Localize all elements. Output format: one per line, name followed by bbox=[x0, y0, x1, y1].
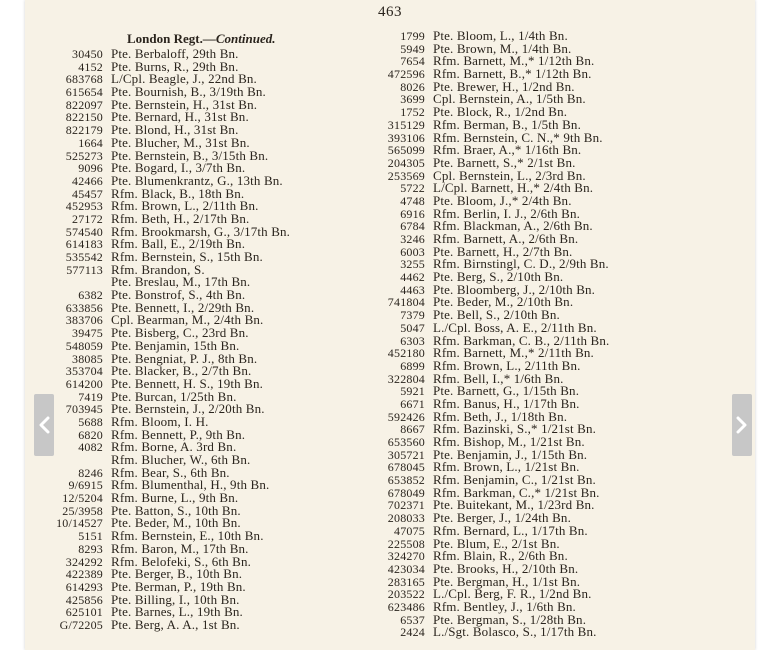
soldier-name: Rfm. Blackman, A., 2/6th Bn. bbox=[433, 218, 593, 234]
service-number: 6671 bbox=[400, 396, 425, 411]
soldier-name: Rfm. Blain, R., 2/6th Bn. bbox=[433, 548, 568, 564]
soldier-name: Pte. Bournish, B., 3/19th Bn. bbox=[111, 84, 266, 100]
service-number: 8293 bbox=[78, 541, 103, 556]
service-number: 678049 bbox=[387, 485, 425, 500]
service-number: 653560 bbox=[387, 435, 425, 449]
soldier-name: Pte. Brooks, H., 2/10th Bn. bbox=[433, 560, 579, 576]
soldier-name: Pte. Burns, R., 29th Bn. bbox=[111, 58, 239, 74]
soldier-name: Pte. Burcan, 1/25th Bn. bbox=[111, 388, 237, 404]
soldier-name: Pte. Barnett, H., 2/7th Bn. bbox=[433, 243, 573, 259]
heading-regiment: London Regt. bbox=[127, 31, 203, 46]
soldier-name: Pte. Barnett, G., 1/15th Bn. bbox=[433, 383, 580, 399]
service-number: 615654 bbox=[65, 85, 103, 100]
service-number: 702371 bbox=[387, 498, 425, 513]
soldier-name: Rfm. Benjamin, C., 1/21st Bn. bbox=[433, 472, 596, 488]
soldier-name: L./Sgt. Bolasco, S., 1/17th Bn. bbox=[433, 624, 597, 640]
service-number: 577113 bbox=[66, 262, 103, 277]
soldier-name: Rfm. Bell, I.,* 1/6th Bn. bbox=[433, 370, 564, 386]
page-number: 463 bbox=[378, 4, 402, 20]
right-entry-list bbox=[380, 30, 755, 639]
soldier-name: Pte. Bernstein, J., 2/20th Bn. bbox=[111, 401, 265, 417]
soldier-name: Rfm. Birnstingl, C. D., 2/9th Bn. bbox=[433, 256, 609, 272]
soldier-name: Rfm. Barnett, M.,* 2/11th Bn. bbox=[433, 345, 594, 361]
soldier-name: Rfm. Bernstein, C. N.,* 9th Bn. bbox=[433, 129, 603, 145]
soldier-name: Rfm. Berman, B., 1/5th Bn. bbox=[433, 116, 581, 132]
service-number: 45457 bbox=[72, 186, 103, 201]
service-number: G/72205 bbox=[59, 617, 103, 632]
soldier-name: Pte. Billing, I., 10th Bn. bbox=[111, 591, 240, 607]
service-number: 425856 bbox=[65, 592, 103, 607]
previous-page-button[interactable] bbox=[34, 394, 54, 456]
service-number: 822097 bbox=[65, 97, 103, 112]
soldier-name: Pte. Bogard, I., 3/7th Bn. bbox=[111, 160, 246, 176]
soldier-name: Pte. Bell, S., 2/10th Bn. bbox=[433, 307, 560, 323]
soldier-name: Rfm. Belofeki, S., 6th Bn. bbox=[111, 553, 252, 569]
service-number: 9096 bbox=[78, 161, 103, 176]
soldier-name: Rfm. Burne, L., 9th Bn. bbox=[111, 490, 239, 506]
service-number: 3246 bbox=[400, 232, 425, 246]
service-number: 422389 bbox=[65, 567, 103, 582]
service-number: 315129 bbox=[387, 117, 425, 132]
soldier-name: Pte. Berman, P., 19th Bn. bbox=[111, 578, 246, 594]
service-number: 42466 bbox=[72, 173, 103, 188]
soldier-name: Pte. Blum, E., 2/1st Bn. bbox=[433, 535, 560, 551]
service-number: 703945 bbox=[65, 402, 103, 417]
left-entry-list bbox=[25, 48, 385, 632]
soldier-name: Pte. Berg, A. A., 1st Bn. bbox=[111, 616, 240, 632]
service-number: 39475 bbox=[72, 326, 103, 341]
service-number: 4748 bbox=[400, 193, 425, 208]
soldier-name: Pte. Blumenkrantz, G., 13th Bn. bbox=[111, 172, 283, 188]
soldier-name: Pte. Batton, S., 10th Bn. bbox=[111, 502, 241, 518]
service-number: 5949 bbox=[400, 41, 425, 56]
service-number: 548059 bbox=[65, 338, 103, 353]
soldier-name: Rfm. Bloom, I. H. bbox=[111, 413, 209, 429]
service-number: 592426 bbox=[387, 409, 425, 424]
service-number: 565099 bbox=[387, 143, 425, 158]
right-column bbox=[380, 30, 755, 639]
soldier-name: Pte. Bennett, H. S., 19th Bn. bbox=[111, 375, 264, 391]
soldier-name: Rfm. Beth, H., 2/17th Bn. bbox=[111, 210, 250, 226]
soldier-name: Rfm. Braer, A.,* 1/16th Bn. bbox=[433, 142, 582, 158]
soldier-name: Pte. Benjamin, J., 1/15th Bn. bbox=[433, 446, 588, 462]
service-number: 47075 bbox=[394, 523, 425, 538]
soldier-name: Pte. Bloomberg, J., 2/10th Bn. bbox=[433, 281, 596, 297]
soldier-name: Pte. Bergman, H., 1/1st Bn. bbox=[433, 573, 581, 589]
service-number: 30450 bbox=[72, 47, 103, 61]
service-number: 452953 bbox=[65, 199, 103, 214]
service-number: 8026 bbox=[400, 79, 425, 94]
soldier-name: Rfm. Barnett, A., 2/6th Bn. bbox=[433, 231, 579, 246]
service-number: 5921 bbox=[400, 384, 425, 399]
service-number: 5047 bbox=[400, 320, 425, 335]
service-number: 324292 bbox=[65, 554, 103, 569]
service-number: 7419 bbox=[78, 389, 103, 404]
soldier-name: Cpl. Bernstein, L., 2/3rd Bn. bbox=[433, 167, 586, 183]
soldier-name: Pte. Bloom, L., 1/4th Bn. bbox=[433, 28, 568, 43]
soldier-name: Pte. Block, R., 1/2nd Bn. bbox=[433, 104, 568, 120]
service-number: 6820 bbox=[78, 427, 103, 442]
service-number: 9/6915 bbox=[68, 478, 103, 493]
soldier-name: Pte. Beder, M., 2/10th Bn. bbox=[433, 294, 574, 310]
soldier-name: Rfm. Bear, S., 6th Bn. bbox=[111, 464, 230, 480]
service-number: 204305 bbox=[387, 155, 425, 170]
soldier-name: Rfm. Brown, L., 1/21st Bn. bbox=[433, 459, 580, 475]
soldier-name: Rfm. Barnett, B.,* 1/12th Bn. bbox=[433, 66, 592, 82]
soldier-name: Pte. Brown, M., 1/4th Bn. bbox=[433, 40, 572, 56]
soldier-name: Pte. Brewer, H., 1/2nd Bn. bbox=[433, 78, 575, 94]
service-number: 225508 bbox=[387, 536, 425, 551]
service-number: 653852 bbox=[387, 473, 425, 488]
soldier-name: Pte. Bengniat, P. J., 8th Bn. bbox=[111, 350, 258, 366]
service-number: 6382 bbox=[78, 288, 103, 303]
service-number: 614183 bbox=[65, 237, 103, 252]
service-number: 535542 bbox=[65, 250, 103, 264]
soldier-name: Pte. Bergman, S., 1/28th Bn. bbox=[433, 611, 587, 627]
service-number: 423034 bbox=[387, 561, 425, 576]
list-item bbox=[380, 626, 755, 639]
soldier-name: Pte. Blacker, B., 2/7th Bn. bbox=[111, 363, 252, 379]
left-column bbox=[25, 30, 385, 632]
service-number: 305721 bbox=[387, 447, 425, 462]
service-number: 322804 bbox=[387, 371, 425, 386]
list-item bbox=[25, 616, 385, 632]
service-number: 633856 bbox=[65, 300, 103, 315]
soldier-name: Rfm. Black, B., 18th Bn. bbox=[111, 185, 245, 201]
service-number: 4462 bbox=[400, 270, 425, 285]
soldier-name: Cpl. Bernstein, A., 1/5th Bn. bbox=[433, 91, 586, 107]
service-number: 6003 bbox=[400, 244, 425, 259]
soldier-name: Rfm. Brookmarsh, G., 3/17th Bn. bbox=[111, 223, 291, 239]
soldier-name: Rfm. Berlin, I. J., 2/6th Bn. bbox=[433, 205, 580, 221]
soldier-name: Pte. Bloom, J.,* 2/4th Bn. bbox=[433, 192, 572, 208]
soldier-name: Rfm. Bernstein, E., 10th Bn. bbox=[111, 528, 264, 544]
soldier-name: Rfm. Bishop, M., 1/21st Bn. bbox=[433, 434, 585, 449]
service-number: 253569 bbox=[387, 168, 425, 183]
service-number: 614293 bbox=[65, 579, 103, 594]
service-number: 472596 bbox=[387, 67, 425, 82]
service-number: 6899 bbox=[400, 358, 425, 373]
service-number: 208033 bbox=[387, 511, 425, 526]
soldier-name: Pte. Blucher, M., 31st Bn. bbox=[111, 134, 250, 150]
service-number: 623486 bbox=[387, 599, 425, 614]
soldier-name: Rfm. Barkman, C.,* 1/21st Bn. bbox=[433, 484, 600, 500]
service-number: 3699 bbox=[400, 92, 425, 107]
soldier-name: L./Cpl. Berg, F. R., 1/2nd Bn. bbox=[433, 586, 592, 602]
soldier-name: Pte. Bonstrof, S., 4th Bn. bbox=[111, 287, 246, 303]
service-number: 38085 bbox=[72, 351, 103, 366]
soldier-name: Rfm. Bernstein, S., 15th Bn. bbox=[111, 249, 263, 264]
list-item bbox=[25, 251, 385, 264]
chevron-left-icon bbox=[38, 416, 50, 434]
next-page-button[interactable] bbox=[732, 394, 752, 456]
service-number: 741804 bbox=[387, 295, 425, 310]
soldier-name: Pte. Bennett, I., 2/29th Bn. bbox=[111, 299, 255, 315]
service-number: 4082 bbox=[78, 440, 103, 455]
service-number: 10/14527 bbox=[56, 516, 103, 531]
soldier-name: Rfm. Baron, M., 17th Bn. bbox=[111, 540, 249, 556]
service-number: 12/5204 bbox=[62, 491, 103, 506]
soldier-name: Pte. Berg, S., 2/10th Bn. bbox=[433, 269, 564, 285]
service-number: 525273 bbox=[65, 148, 103, 163]
service-number: 1664 bbox=[78, 135, 103, 150]
chevron-right-icon bbox=[736, 416, 748, 434]
service-number: 1799 bbox=[400, 29, 425, 43]
soldier-name: Rfm. Bernard, L., 1/17th Bn. bbox=[433, 522, 588, 538]
service-number: 4463 bbox=[400, 282, 425, 297]
service-number: 683768 bbox=[65, 72, 103, 87]
service-number: 393106 bbox=[387, 130, 425, 145]
soldier-name: Rfm. Blumenthal, H., 9th Bn. bbox=[111, 477, 270, 493]
soldier-name: Pte. Barnes, L., 19th Bn. bbox=[111, 604, 243, 620]
soldier-name: Rfm. Bennett, P., 9th Bn. bbox=[111, 426, 246, 442]
document-page bbox=[25, 0, 755, 650]
service-number: 7654 bbox=[400, 54, 425, 69]
soldier-name: Pte. Berger, B., 10th Bn. bbox=[111, 566, 243, 582]
service-number: 614200 bbox=[65, 376, 103, 391]
soldier-name: Rfm. Brandon, S. bbox=[111, 261, 205, 277]
soldier-name: Rfm. Barkman, C. B., 2/11th Bn. bbox=[433, 332, 610, 348]
soldier-name: Pte. Breslau, M., 17th Bn. bbox=[111, 274, 251, 290]
soldier-name: Pte. Beder, M., 10th Bn. bbox=[111, 515, 241, 531]
service-number: 324270 bbox=[387, 549, 425, 564]
soldier-name: Rfm. Banus, H., 1/17th Bn. bbox=[433, 395, 580, 411]
service-number: 6784 bbox=[400, 219, 425, 234]
soldier-name: Pte. Bisberg, C., 23rd Bn. bbox=[111, 325, 249, 341]
service-number: 4152 bbox=[78, 59, 103, 74]
service-number: 574540 bbox=[65, 224, 103, 239]
soldier-name: Rfm. Barnett, M.,* 1/12th Bn. bbox=[433, 53, 595, 69]
service-number: 678045 bbox=[387, 460, 425, 475]
soldier-name: L/Cpl. Beagle, J., 22nd Bn. bbox=[111, 71, 257, 87]
soldier-name: Pte. Berbaloff, 29th Bn. bbox=[111, 46, 239, 61]
service-number: 452180 bbox=[387, 346, 425, 361]
soldier-name: L/Cpl. Barnett, H.,* 2/4th Bn. bbox=[433, 180, 594, 196]
service-number: 7379 bbox=[400, 308, 425, 323]
soldier-name: Pte. Bernstein, B., 3/15th Bn. bbox=[111, 147, 269, 163]
service-number: 5151 bbox=[78, 529, 103, 544]
service-number: 6303 bbox=[400, 333, 425, 348]
service-number: 2424 bbox=[400, 625, 425, 640]
service-number: 6916 bbox=[400, 206, 425, 221]
soldier-name: Rfm. Bentley, J., 1/6th Bn. bbox=[433, 598, 576, 614]
heading-continued: —Continued. bbox=[202, 31, 276, 46]
soldier-name: Rfm. Brown, L., 2/11th Bn. bbox=[111, 198, 259, 214]
service-number: 1752 bbox=[400, 105, 425, 120]
soldier-name: Pte. Bernard, H., 31st Bn. bbox=[111, 109, 249, 125]
soldier-name: Rfm. Blucher, W., 6th Bn. bbox=[111, 452, 251, 467]
service-number: 25/3958 bbox=[62, 503, 103, 518]
soldier-name: Rfm. Brown, L., 2/11th Bn. bbox=[433, 357, 581, 373]
service-number: 8667 bbox=[400, 422, 425, 437]
service-number: 5722 bbox=[400, 181, 425, 196]
soldier-name: Pte. Buitekant, M., 1/23rd Bn. bbox=[433, 497, 595, 513]
service-number: 383706 bbox=[65, 313, 103, 328]
soldier-name: Pte. Bernstein, H., 31st Bn. bbox=[111, 96, 258, 112]
soldier-name: Cpl. Bearman, M., 2/4th Bn. bbox=[111, 312, 264, 328]
soldier-name: Rfm. Bazinski, S.,* 1/21st Bn. bbox=[433, 421, 597, 437]
soldier-name: Pte. Barnett, S.,* 2/1st Bn. bbox=[433, 154, 576, 170]
soldier-name: Rfm. Beth, J., 1/18th Bn. bbox=[433, 408, 568, 424]
service-number: 822150 bbox=[65, 110, 103, 125]
service-number: 5688 bbox=[78, 414, 103, 429]
service-number: 353704 bbox=[65, 364, 103, 379]
service-number: 283165 bbox=[387, 574, 425, 589]
soldier-name: Pte. Blond, H., 31st Bn. bbox=[111, 122, 239, 138]
soldier-name: L./Cpl. Boss, A. E., 2/11th Bn. bbox=[433, 319, 597, 335]
service-number: 6537 bbox=[400, 612, 425, 627]
soldier-name: Pte. Berger, J., 1/24th Bn. bbox=[433, 510, 571, 526]
service-number: 203522 bbox=[387, 587, 425, 602]
service-number: 27172 bbox=[72, 211, 103, 226]
service-number: 625101 bbox=[65, 605, 103, 620]
soldier-name: Pte. Benjamin, 15th Bn. bbox=[111, 337, 240, 353]
soldier-name: Rfm. Ball, E., 2/19th Bn. bbox=[111, 236, 246, 252]
service-number: 8246 bbox=[78, 465, 103, 480]
soldier-name: Rfm. Borne, A. 3rd Bn. bbox=[111, 439, 237, 455]
service-number: 3255 bbox=[400, 257, 425, 272]
service-number: 822179 bbox=[65, 123, 103, 138]
